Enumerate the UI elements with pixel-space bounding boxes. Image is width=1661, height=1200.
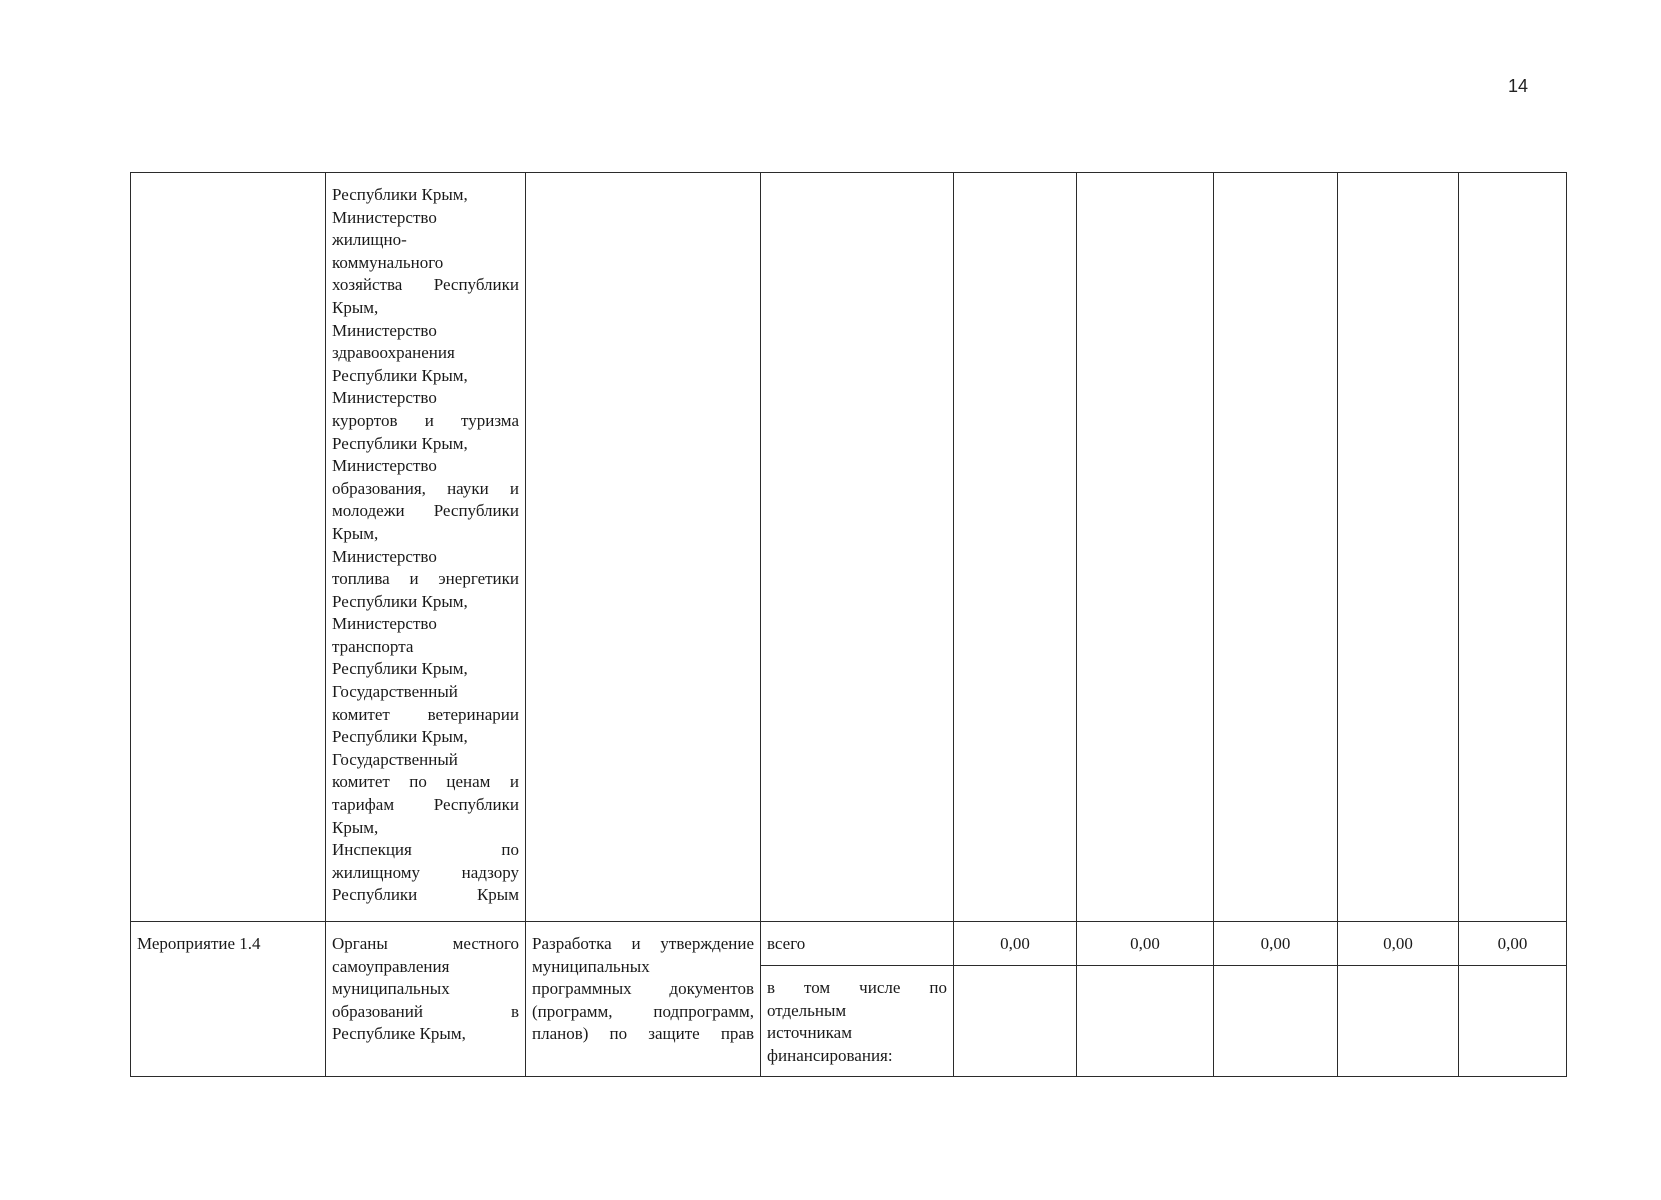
text-line: тарифам Республики (332, 795, 519, 815)
text-line: Государственный (332, 682, 458, 702)
text-line: Министерство (332, 456, 437, 476)
text-line: самоуправления (332, 956, 450, 976)
description-cell-empty (526, 173, 761, 922)
text-line: Республики Крым, (332, 659, 468, 679)
value-cell-empty (1214, 966, 1338, 1077)
value-cell (954, 922, 1077, 966)
value-cell-empty (1077, 966, 1214, 1077)
executor-list (326, 173, 525, 909)
value-cell-empty (1338, 966, 1459, 1077)
value-cell (1214, 922, 1338, 966)
text-line: здравоохранения (332, 343, 455, 363)
text-line: Государственный (332, 749, 458, 769)
event-label: Мероприятие 1.4 (137, 934, 261, 953)
executor-cell (326, 173, 526, 922)
description-text (526, 922, 760, 1048)
source-total-cell (761, 922, 954, 966)
text-line: Крым, (332, 523, 379, 543)
financing-table (130, 172, 1567, 1077)
text-line: курортов и туризма (332, 410, 519, 430)
text-line: финансирования: (767, 1045, 893, 1065)
text-line: отдельным (767, 1000, 847, 1020)
value-cell-empty (954, 173, 1077, 922)
text-line: Министерство (332, 546, 437, 566)
text-line: Республике Крым, (332, 1024, 466, 1044)
description-cell (526, 922, 761, 1077)
text-line: Крым, (332, 817, 379, 837)
text-line: жилищному надзору (332, 862, 519, 882)
value-1: 0,00 (1000, 934, 1030, 953)
text-line: (программ, подпрограмм, (532, 1001, 754, 1021)
value-cell (1077, 922, 1214, 966)
text-line: топлива и энергетики (332, 569, 519, 589)
value-3: 0,00 (1260, 934, 1291, 953)
text-line: Министерство (332, 207, 437, 227)
text-line: Разработка и утверждение (532, 934, 754, 953)
text-line: в том числе по (767, 978, 947, 997)
source-detail-cell (761, 966, 954, 1077)
text-line: муниципальных (332, 979, 450, 999)
text-line: коммунального (332, 252, 444, 272)
value-cell-empty (1077, 173, 1214, 922)
text-line: планов) по защите прав (532, 1024, 754, 1044)
text-line: Органы местного (332, 934, 519, 953)
text-line: комитет ветеринарии (332, 704, 519, 724)
value-2: 0,00 (1130, 934, 1160, 953)
text-line: молодежи Республики (332, 501, 519, 521)
table-row (131, 173, 1567, 922)
text-line: Республики Крым, (332, 591, 468, 611)
event-cell-empty (131, 173, 326, 922)
text-line: Республики Крым, (332, 433, 468, 453)
text-line: комитет по ценам и (332, 772, 519, 792)
value-cell-empty (1214, 173, 1338, 922)
text-line: Министерство (332, 320, 437, 340)
table-row (131, 922, 1567, 966)
text-line: образования, науки и (332, 478, 519, 498)
executor-text (326, 922, 525, 1048)
page-number: 14 (1508, 76, 1529, 96)
text-line: Крым, (332, 297, 379, 317)
value-cell-empty (1338, 173, 1459, 922)
text-line: муниципальных (532, 956, 650, 976)
text-line: Республики Крым (332, 885, 519, 905)
value-4: 0,00 (1383, 934, 1413, 953)
value-cell-empty (1459, 173, 1567, 922)
text-line: Министерство (332, 388, 437, 408)
value-cell-empty (1459, 966, 1567, 1077)
text-line: образований в (332, 1001, 519, 1021)
event-label-cell (131, 922, 326, 1077)
text-line: Республики Крым, (332, 727, 468, 747)
text-line: жилищно- (332, 230, 407, 250)
executor-cell (326, 922, 526, 1077)
source-total: всего (767, 934, 806, 953)
value-5: 0,00 (1497, 934, 1528, 953)
text-line: программных документов (532, 979, 754, 999)
text-line: Министерство (332, 614, 437, 634)
text-line: хозяйства Республики (332, 275, 519, 295)
text-line: Инспекция по (332, 840, 519, 860)
source-cell-empty (761, 173, 954, 922)
text-line: источникам (767, 1023, 852, 1043)
value-cell (1459, 922, 1567, 966)
value-cell-empty (954, 966, 1077, 1077)
source-detail-text (761, 966, 953, 1069)
text-line: транспорта (332, 636, 414, 656)
text-line: Республики Крым, (332, 185, 468, 204)
value-cell (1338, 922, 1459, 966)
text-line: Республики Крым, (332, 365, 468, 385)
